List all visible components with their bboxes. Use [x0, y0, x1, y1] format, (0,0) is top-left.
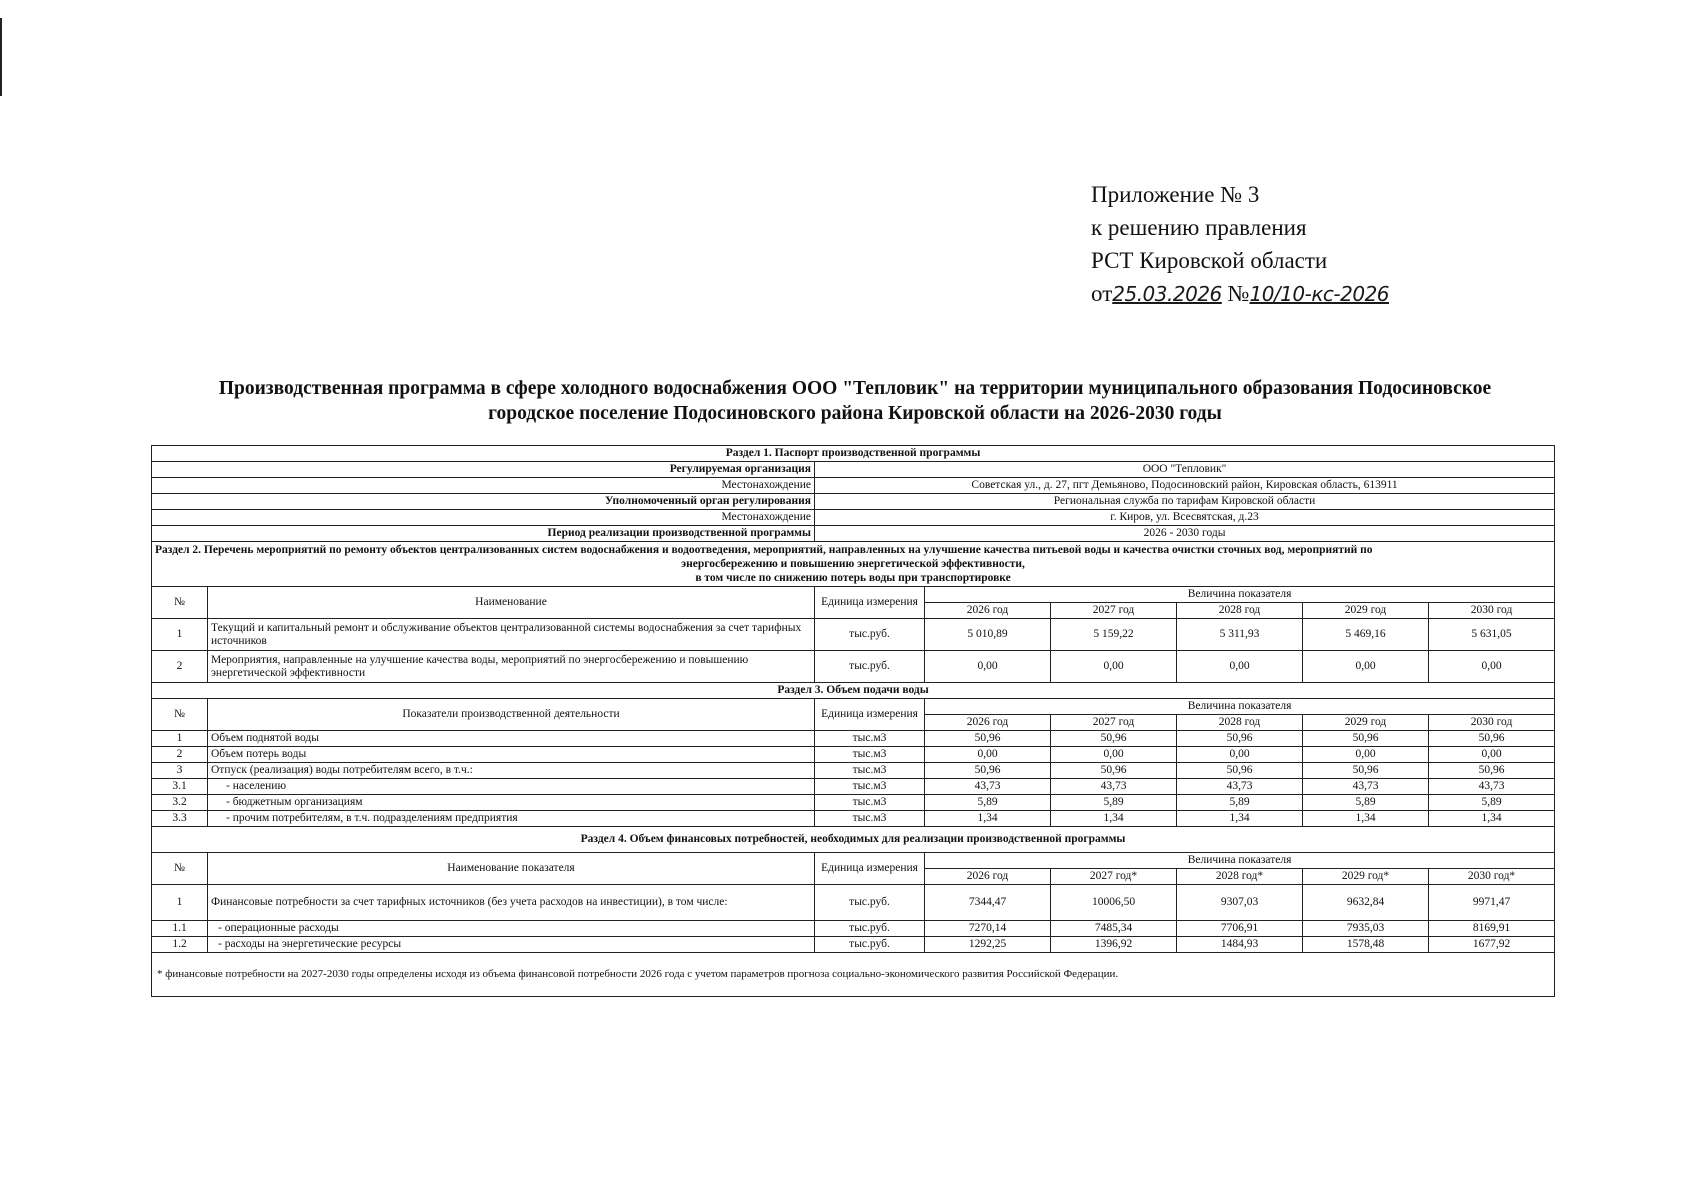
col-header-name: Наименование [208, 587, 815, 619]
row-name: Объем поднятой воды [208, 731, 815, 747]
row-value: 50,96 [1051, 731, 1177, 747]
passport-row [152, 462, 1555, 478]
row-name: - расходы на энергетические ресурсы [208, 937, 815, 953]
year-header: 2026 год [925, 869, 1051, 885]
row-value: 50,96 [1051, 763, 1177, 779]
row-value: 1292,25 [925, 937, 1051, 953]
appendix-line-1: Приложение № 3 [1091, 182, 1260, 207]
year-header: 2029 год [1303, 715, 1429, 731]
row-value: 7344,47 [925, 885, 1051, 921]
section3-heading: Раздел 3. Объем подачи воды [152, 683, 1555, 699]
table-row [152, 779, 1555, 795]
row-unit: тыс.руб. [815, 885, 925, 921]
year-header: 2028 год [1177, 715, 1303, 731]
row-no: 3.3 [152, 811, 208, 827]
row-value: 5 010,89 [925, 619, 1051, 651]
row-unit: тыс.руб. [815, 921, 925, 937]
row-value: 0,00 [925, 651, 1051, 683]
passport-label: Регулируемая организация [152, 462, 815, 478]
row-value: 1578,48 [1303, 937, 1429, 953]
row-name: - операционные расходы [208, 921, 815, 937]
row-no: 2 [152, 651, 208, 683]
row-value: 50,96 [925, 731, 1051, 747]
row-value: 1396,92 [1051, 937, 1177, 953]
row-value: 7706,91 [1177, 921, 1303, 937]
row-value: 0,00 [1303, 651, 1429, 683]
row-value: 5,89 [1303, 795, 1429, 811]
col-header-unit: Единица измерения [815, 853, 925, 885]
col-header-unit: Единица измерения [815, 587, 925, 619]
row-value: 1,34 [1051, 811, 1177, 827]
row-value: 50,96 [1177, 763, 1303, 779]
row-name: Финансовые потребности за счет тарифных источников (без учета расходов на инвестиции), в том числе: [208, 885, 815, 921]
row-value: 0,00 [925, 747, 1051, 763]
row-value: 50,96 [1429, 731, 1555, 747]
row-unit: тыс.м3 [815, 747, 925, 763]
table-row [152, 937, 1555, 953]
row-value: 0,00 [1177, 747, 1303, 763]
row-value: 1,34 [1429, 811, 1555, 827]
row-no: 1 [152, 885, 208, 921]
passport-row [152, 526, 1555, 542]
row-value: 9632,84 [1303, 885, 1429, 921]
row-unit: тыс.руб. [815, 651, 925, 683]
row-value: 5,89 [1177, 795, 1303, 811]
table-row [152, 619, 1555, 651]
year-header: 2030 год [1429, 603, 1555, 619]
handwritten-date: 25.03.2026 [1112, 282, 1222, 306]
row-value: 1,34 [1303, 811, 1429, 827]
row-value: 7270,14 [925, 921, 1051, 937]
appendix-date-line [1091, 277, 1389, 311]
year-header: 2027 год* [1051, 869, 1177, 885]
row-value: 8169,91 [1429, 921, 1555, 937]
col-header-value: Величина показателя [925, 699, 1555, 715]
row-value: 43,73 [1051, 779, 1177, 795]
table-row [152, 921, 1555, 937]
row-value: 9971,47 [1429, 885, 1555, 921]
col-header-name: Наименование показателя [208, 853, 815, 885]
section2-heading-line-2: энергосбережению и повышению энергетической эффективности, [681, 558, 1025, 570]
row-value: 50,96 [1177, 731, 1303, 747]
row-value: 50,96 [1429, 763, 1555, 779]
row-value: 0,00 [1051, 747, 1177, 763]
year-header: 2030 год [1429, 715, 1555, 731]
row-value: 1,34 [1177, 811, 1303, 827]
table-row [152, 795, 1555, 811]
col-header-no: № [152, 587, 208, 619]
table-row [152, 885, 1555, 921]
row-value: 5 469,16 [1303, 619, 1429, 651]
row-value: 0,00 [1429, 651, 1555, 683]
row-value: 50,96 [1303, 731, 1429, 747]
passport-value: Региональная служба по тарифам Кировской области [815, 494, 1555, 510]
appendix-line-3: РСТ Кировской области [1091, 248, 1328, 273]
row-value: 5,89 [925, 795, 1051, 811]
row-unit: тыс.м3 [815, 795, 925, 811]
row-no: 1 [152, 731, 208, 747]
table-row [152, 811, 1555, 827]
row-value: 43,73 [1177, 779, 1303, 795]
row-value: 43,73 [1429, 779, 1555, 795]
row-value: 5,89 [1429, 795, 1555, 811]
title-line-1: Производственная программа в сфере холодного водоснабжения ООО "Тепловик" на территории муниципального образования Подосиновское [218, 378, 1492, 399]
row-value: 1,34 [925, 811, 1051, 827]
document-title [160, 376, 1550, 426]
handwritten-number: 10/10-кс-2026 [1249, 282, 1390, 306]
section2-heading-line-3: в том числе по снижению потерь воды при транспортировке [695, 572, 1011, 584]
col-header-unit: Единица измерения [815, 699, 925, 731]
col-header-value: Величина показателя [925, 853, 1555, 869]
passport-label: Местонахождение [152, 510, 815, 526]
row-value: 1677,92 [1429, 937, 1555, 953]
row-name: - населению [208, 779, 815, 795]
row-value: 5 311,93 [1177, 619, 1303, 651]
row-name: Объем потерь воды [208, 747, 815, 763]
section2-heading-line-1: Раздел 2. Перечень мероприятий по ремонту объектов централизованных систем водоснабжения и водоотведения, мероприятий, направленных на улучшение качества питьевой воды и качества очистки сточных вод, мероприятий по [155, 544, 1373, 556]
year-header: 2026 год [925, 603, 1051, 619]
passport-label: Период реализации производственной программы [152, 526, 815, 542]
passport-value: ООО "Тепловик" [815, 462, 1555, 478]
title-line-2: городское поселение Подосиновского района Кировской области на 2026-2030 годы [488, 403, 1222, 424]
row-value: 43,73 [1303, 779, 1429, 795]
year-header: 2027 год [1051, 715, 1177, 731]
date-prefix: от [1091, 281, 1113, 306]
row-no: 3.1 [152, 779, 208, 795]
passport-row [152, 494, 1555, 510]
scan-edge-mark [0, 18, 2, 96]
section2-heading [152, 542, 1555, 587]
year-header: 2026 год [925, 715, 1051, 731]
row-name: - бюджетным организациям [208, 795, 815, 811]
passport-label: Местонахождение [152, 478, 815, 494]
appendix-line-2: к решению правления [1091, 215, 1307, 240]
table-row [152, 731, 1555, 747]
row-value: 0,00 [1177, 651, 1303, 683]
table-row [152, 651, 1555, 683]
col-header-name: Показатели производственной деятельности [208, 699, 815, 731]
footnote: * финансовые потребности на 2027-2030 годы определены исходя из объема финансовой потребности 2026 года с учетом параметров прогноза социально-экономического развития Российской Федерации. [152, 953, 1555, 997]
col-header-no: № [152, 853, 208, 885]
passport-value: 2026 - 2030 годы [815, 526, 1555, 542]
number-prefix: № [1227, 281, 1250, 306]
row-value: 5 159,22 [1051, 619, 1177, 651]
year-header: 2029 год* [1303, 869, 1429, 885]
appendix-block [1091, 178, 1389, 311]
row-unit: тыс.руб. [815, 937, 925, 953]
row-unit: тыс.м3 [815, 779, 925, 795]
production-program-table [151, 445, 1555, 997]
year-header: 2028 год [1177, 603, 1303, 619]
row-no: 2 [152, 747, 208, 763]
row-value: 10006,50 [1051, 885, 1177, 921]
row-value: 0,00 [1051, 651, 1177, 683]
passport-value: Советская ул., д. 27, пгт Демьяново, Подосиновский район, Кировская область, 613911 [815, 478, 1555, 494]
row-value: 43,73 [925, 779, 1051, 795]
section4-heading: Раздел 4. Объем финансовых потребностей, необходимых для реализации производственной программы [152, 827, 1555, 853]
passport-label: Уполномоченный орган регулирования [152, 494, 815, 510]
row-value: 5 631,05 [1429, 619, 1555, 651]
row-no: 1.2 [152, 937, 208, 953]
row-value: 50,96 [1303, 763, 1429, 779]
passport-value: г. Киров, ул. Всесвятская, д.23 [815, 510, 1555, 526]
passport-row [152, 478, 1555, 494]
year-header: 2029 год [1303, 603, 1429, 619]
year-header: 2027 год [1051, 603, 1177, 619]
row-no: 3.2 [152, 795, 208, 811]
row-name: - прочим потребителям, в т.ч. подразделениям предприятия [208, 811, 815, 827]
row-value: 0,00 [1429, 747, 1555, 763]
row-unit: тыс.м3 [815, 763, 925, 779]
row-no: 1.1 [152, 921, 208, 937]
row-unit: тыс.руб. [815, 619, 925, 651]
row-no: 1 [152, 619, 208, 651]
table-row [152, 763, 1555, 779]
row-value: 0,00 [1303, 747, 1429, 763]
section1-heading: Раздел 1. Паспорт производственной программы [152, 446, 1555, 462]
year-header: 2028 год* [1177, 869, 1303, 885]
row-value: 5,89 [1051, 795, 1177, 811]
col-header-no: № [152, 699, 208, 731]
row-name: Отпуск (реализация) воды потребителям всего, в т.ч.: [208, 763, 815, 779]
row-value: 9307,03 [1177, 885, 1303, 921]
row-unit: тыс.м3 [815, 731, 925, 747]
row-name: Мероприятия, направленные на улучшение качества воды, мероприятий по энергосбережению и повышению энергетической эффективности [208, 651, 815, 683]
row-value: 1484,93 [1177, 937, 1303, 953]
col-header-value: Величина показателя [925, 587, 1555, 603]
table-row [152, 747, 1555, 763]
year-header: 2030 год* [1429, 869, 1555, 885]
row-value: 50,96 [925, 763, 1051, 779]
row-value: 7935,03 [1303, 921, 1429, 937]
row-name: Текущий и капитальный ремонт и обслуживание объектов централизованной системы водоснабжения за счет тарифных источников [208, 619, 815, 651]
row-no: 3 [152, 763, 208, 779]
row-unit: тыс.м3 [815, 811, 925, 827]
passport-row [152, 510, 1555, 526]
row-value: 7485,34 [1051, 921, 1177, 937]
